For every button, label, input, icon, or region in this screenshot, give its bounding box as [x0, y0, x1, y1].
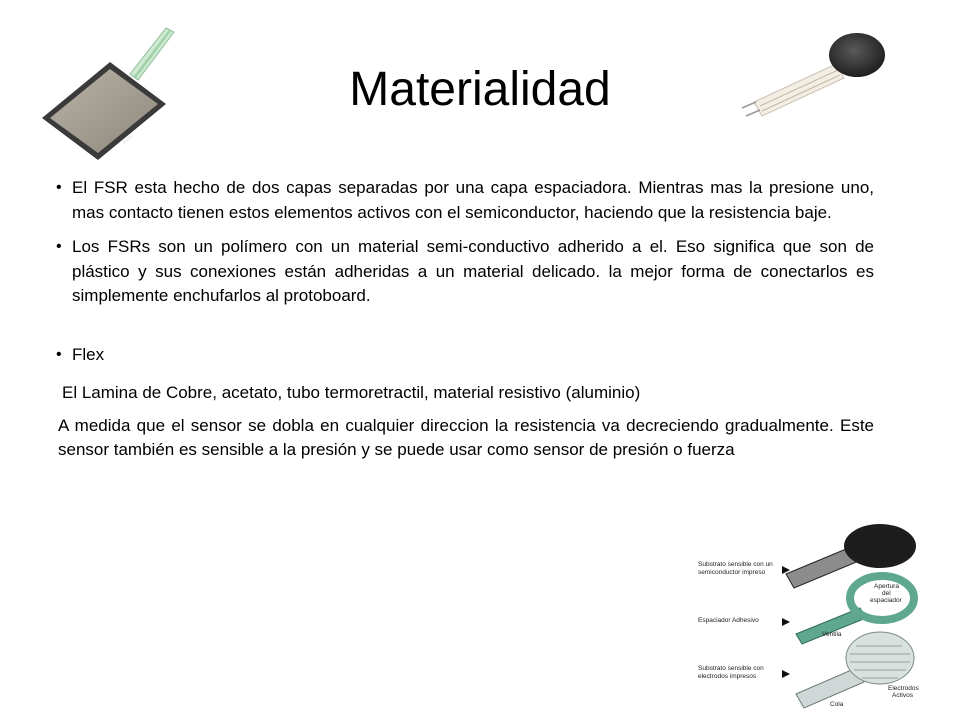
bullet-text: Los FSRs son un polímero con un material semi-conductivo adherido a el. Eso significa que son de plástico y sus conexiones están adheridas a un material delicado. la mejor forma de conectarlos es simplemente enchufarlos al protoboard. [72, 237, 874, 305]
label-opening-2: del [882, 590, 891, 597]
bullet-text: Flex [72, 344, 105, 364]
label-substrate-bottom: Substrato sensible con [698, 665, 764, 672]
bullet-dot: • [56, 345, 62, 363]
label-vent: Ventila [822, 631, 842, 638]
svg-text:▮▮▮▮: ▮▮▮▮ [121, 134, 134, 146]
bullet-text: El FSR esta hecho de dos capas separadas por una capa espaciadora. Mientras mas la presione uno, mas contacto tienen estos elementos activos con el semiconductor, haciendo que la resistencia baje. [72, 178, 874, 222]
label-spacer: Espaciador Adhesivo [698, 617, 759, 624]
bullet-dot: • [56, 238, 62, 255]
bullet-dot: • [56, 179, 62, 196]
slide-title: Materialidad [349, 63, 611, 116]
slide-body [58, 176, 874, 463]
label-electrodes: Electrodos [888, 685, 919, 692]
bullet-item [58, 176, 874, 225]
paragraph-materials: El Lamina de Cobre, acetato, tubo termoretractil, material resistivo (aluminio) [62, 383, 641, 402]
label-substrate-top-2: semiconductor impreso [698, 569, 766, 576]
arrow-icon [782, 618, 790, 626]
label-opening: Apertura [874, 583, 899, 590]
paragraph-flex-description: A medida que el sensor se dobla en cualquier direccion la resistencia va decreciendo gradualmente. Este sensor también es sensible a la presión y se puede usar como sensor de presión o fuerza [58, 415, 874, 459]
arrow-icon [782, 670, 790, 678]
label-substrate-top: Substrato sensible con un [698, 561, 773, 568]
label-tail: Cola [830, 701, 844, 708]
electrode-layer-disc [846, 632, 914, 684]
fsr-layers-diagram [690, 522, 950, 712]
bullet-item [58, 343, 874, 368]
bullet-item [58, 235, 874, 309]
label-opening-3: espaciador [870, 597, 902, 604]
label-electrodes-2: Activos [892, 692, 913, 699]
label-substrate-bottom-2: electrodos impresos [698, 673, 757, 680]
top-layer-disc [844, 524, 916, 568]
